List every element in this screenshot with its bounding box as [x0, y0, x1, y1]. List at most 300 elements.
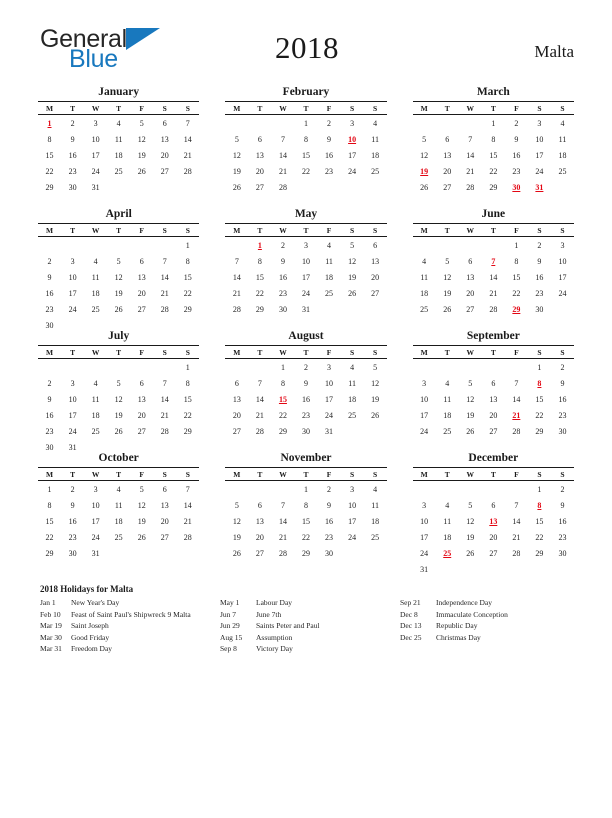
day-cell[interactable]: 23	[301, 410, 310, 420]
day-cell[interactable]: 24	[348, 532, 357, 542]
day-cell[interactable]: 23	[558, 532, 567, 542]
day-cell[interactable]: 17	[420, 410, 429, 420]
day-cell-holiday[interactable]: 25	[443, 548, 452, 558]
day-cell[interactable]: 24	[325, 410, 334, 420]
day-cell[interactable]: 6	[373, 240, 378, 250]
day-cell[interactable]: 7	[162, 256, 167, 266]
day-cell[interactable]: 22	[183, 288, 192, 298]
day-cell[interactable]: 11	[91, 272, 100, 282]
day-cell[interactable]: 1	[47, 484, 52, 494]
day-cell[interactable]: 14	[183, 500, 192, 510]
day-cell[interactable]: 23	[558, 410, 567, 420]
day-cell[interactable]: 9	[327, 500, 332, 510]
day-cell[interactable]: 19	[371, 394, 380, 404]
day-cell[interactable]: 26	[420, 182, 429, 192]
day-cell[interactable]: 13	[160, 500, 169, 510]
day-cell[interactable]: 5	[234, 500, 239, 510]
day-cell[interactable]: 24	[301, 288, 310, 298]
day-cell[interactable]: 12	[466, 516, 475, 526]
day-cell[interactable]: 21	[183, 150, 192, 160]
day-cell[interactable]: 19	[348, 272, 357, 282]
day-cell[interactable]: 4	[445, 500, 450, 510]
day-cell[interactable]: 20	[137, 288, 146, 298]
day-cell[interactable]: 10	[420, 394, 429, 404]
day-cell[interactable]: 11	[443, 516, 452, 526]
day-cell[interactable]: 25	[443, 426, 452, 436]
day-cell[interactable]: 3	[537, 118, 542, 128]
day-cell[interactable]: 15	[45, 516, 54, 526]
day-cell[interactable]: 8	[185, 378, 190, 388]
day-cell[interactable]: 29	[183, 304, 192, 314]
day-cell[interactable]: 27	[160, 532, 169, 542]
day-cell[interactable]: 6	[468, 256, 473, 266]
day-cell[interactable]: 11	[348, 378, 356, 388]
day-cell-holiday[interactable]: 8	[537, 378, 542, 388]
day-cell[interactable]: 24	[68, 304, 77, 314]
day-cell[interactable]: 7	[185, 118, 190, 128]
day-cell[interactable]: 20	[160, 150, 169, 160]
day-cell[interactable]: 26	[466, 426, 475, 436]
day-cell-holiday[interactable]: 15	[278, 394, 287, 404]
day-cell[interactable]: 6	[234, 378, 239, 388]
day-cell[interactable]: 17	[68, 288, 77, 298]
day-cell[interactable]: 19	[137, 150, 146, 160]
day-cell[interactable]: 28	[232, 304, 241, 314]
day-cell[interactable]: 25	[371, 166, 380, 176]
day-cell[interactable]: 13	[137, 272, 146, 282]
day-cell[interactable]: 14	[160, 272, 169, 282]
day-cell[interactable]: 18	[443, 532, 452, 542]
day-cell[interactable]: 20	[232, 410, 241, 420]
day-cell[interactable]: 20	[443, 166, 452, 176]
day-cell[interactable]: 14	[232, 272, 241, 282]
day-cell[interactable]: 28	[278, 182, 287, 192]
day-cell[interactable]: 3	[350, 484, 355, 494]
day-cell[interactable]: 29	[45, 548, 54, 558]
day-cell[interactable]: 3	[350, 118, 355, 128]
day-cell[interactable]: 18	[91, 288, 100, 298]
day-cell[interactable]: 17	[91, 516, 100, 526]
day-cell[interactable]: 15	[301, 150, 310, 160]
day-cell[interactable]: 22	[183, 410, 192, 420]
day-cell[interactable]: 13	[371, 256, 380, 266]
day-cell[interactable]: 24	[348, 166, 357, 176]
day-cell[interactable]: 7	[185, 484, 190, 494]
day-cell[interactable]: 26	[232, 182, 241, 192]
day-cell-holiday[interactable]: 10	[348, 134, 357, 144]
day-cell[interactable]: 25	[371, 532, 380, 542]
day-cell[interactable]: 7	[257, 378, 262, 388]
day-cell[interactable]: 22	[512, 288, 521, 298]
day-cell[interactable]: 30	[68, 548, 77, 558]
day-cell[interactable]: 16	[558, 516, 567, 526]
day-cell[interactable]: 8	[303, 134, 308, 144]
day-cell[interactable]: 10	[325, 378, 334, 388]
day-cell[interactable]: 8	[514, 256, 519, 266]
day-cell[interactable]: 18	[443, 410, 452, 420]
day-cell[interactable]: 3	[93, 484, 98, 494]
day-cell[interactable]: 31	[420, 564, 429, 574]
day-cell[interactable]: 5	[373, 362, 378, 372]
day-cell[interactable]: 12	[466, 394, 475, 404]
day-cell[interactable]: 29	[535, 548, 544, 558]
day-cell[interactable]: 7	[514, 500, 519, 510]
day-cell[interactable]: 21	[255, 410, 264, 420]
day-cell[interactable]: 6	[139, 378, 144, 388]
day-cell[interactable]: 10	[68, 394, 77, 404]
day-cell[interactable]: 5	[350, 240, 355, 250]
day-cell[interactable]: 11	[114, 500, 123, 510]
day-cell[interactable]: 28	[255, 426, 264, 436]
day-cell[interactable]: 5	[445, 256, 450, 266]
day-cell[interactable]: 9	[537, 256, 542, 266]
day-cell[interactable]: 28	[183, 166, 192, 176]
day-cell[interactable]: 13	[466, 272, 475, 282]
day-cell[interactable]: 10	[68, 272, 77, 282]
day-cell[interactable]: 16	[512, 150, 521, 160]
day-cell[interactable]: 24	[535, 166, 544, 176]
day-cell[interactable]: 21	[183, 516, 192, 526]
day-cell[interactable]: 21	[466, 166, 475, 176]
day-cell[interactable]: 1	[491, 118, 496, 128]
day-cell[interactable]: 10	[558, 256, 567, 266]
day-cell[interactable]: 21	[160, 410, 169, 420]
day-cell-holiday[interactable]: 1	[47, 118, 52, 128]
day-cell[interactable]: 16	[45, 288, 54, 298]
day-cell[interactable]: 24	[558, 288, 567, 298]
day-cell[interactable]: 15	[45, 150, 54, 160]
day-cell[interactable]: 4	[93, 256, 98, 266]
day-cell[interactable]: 30	[558, 548, 567, 558]
day-cell[interactable]: 19	[466, 532, 475, 542]
day-cell[interactable]: 3	[327, 362, 332, 372]
day-cell[interactable]: 1	[185, 362, 190, 372]
day-cell[interactable]: 13	[137, 394, 146, 404]
day-cell[interactable]: 10	[420, 516, 429, 526]
day-cell[interactable]: 3	[422, 500, 427, 510]
day-cell-holiday[interactable]: 21	[512, 410, 521, 420]
day-cell[interactable]: 1	[537, 362, 542, 372]
day-cell[interactable]: 9	[327, 134, 332, 144]
day-cell[interactable]: 25	[420, 304, 429, 314]
day-cell[interactable]: 11	[371, 134, 379, 144]
day-cell[interactable]: 1	[537, 484, 542, 494]
day-cell[interactable]: 16	[301, 394, 310, 404]
day-cell[interactable]: 6	[257, 134, 262, 144]
day-cell[interactable]: 7	[280, 134, 285, 144]
day-cell[interactable]: 2	[560, 362, 565, 372]
day-cell[interactable]: 11	[114, 134, 123, 144]
day-cell[interactable]: 6	[162, 484, 167, 494]
day-cell[interactable]: 17	[535, 150, 544, 160]
day-cell[interactable]: 24	[420, 548, 429, 558]
day-cell[interactable]: 20	[466, 288, 475, 298]
day-cell[interactable]: 17	[91, 150, 100, 160]
day-cell[interactable]: 27	[489, 548, 498, 558]
day-cell[interactable]: 16	[68, 516, 77, 526]
day-cell[interactable]: 28	[512, 426, 521, 436]
day-cell[interactable]: 31	[325, 426, 334, 436]
day-cell[interactable]: 9	[70, 500, 75, 510]
day-cell[interactable]: 30	[45, 442, 54, 452]
day-cell[interactable]: 27	[255, 182, 264, 192]
day-cell[interactable]: 5	[468, 500, 473, 510]
day-cell[interactable]: 2	[537, 240, 542, 250]
day-cell[interactable]: 14	[512, 394, 521, 404]
day-cell[interactable]: 28	[278, 548, 287, 558]
day-cell[interactable]: 13	[255, 516, 264, 526]
day-cell[interactable]: 29	[301, 548, 310, 558]
day-cell[interactable]: 19	[137, 516, 146, 526]
day-cell[interactable]: 23	[68, 532, 77, 542]
day-cell[interactable]: 18	[558, 150, 567, 160]
day-cell[interactable]: 14	[255, 394, 264, 404]
day-cell[interactable]: 8	[185, 256, 190, 266]
day-cell[interactable]: 30	[68, 182, 77, 192]
day-cell[interactable]: 4	[116, 118, 121, 128]
day-cell[interactable]: 28	[160, 426, 169, 436]
day-cell-holiday[interactable]: 8	[537, 500, 542, 510]
day-cell[interactable]: 9	[47, 394, 52, 404]
day-cell[interactable]: 5	[422, 134, 427, 144]
day-cell[interactable]: 24	[91, 532, 100, 542]
day-cell[interactable]: 27	[255, 548, 264, 558]
day-cell[interactable]: 14	[489, 272, 498, 282]
day-cell[interactable]: 2	[560, 484, 565, 494]
day-cell[interactable]: 30	[325, 548, 334, 558]
day-cell[interactable]: 12	[114, 394, 123, 404]
day-cell[interactable]: 2	[327, 118, 332, 128]
day-cell[interactable]: 10	[301, 256, 310, 266]
day-cell[interactable]: 18	[348, 394, 357, 404]
day-cell[interactable]: 22	[45, 532, 54, 542]
day-cell[interactable]: 10	[91, 500, 100, 510]
day-cell[interactable]: 18	[114, 516, 123, 526]
day-cell[interactable]: 31	[68, 442, 77, 452]
day-cell[interactable]: 2	[303, 362, 308, 372]
day-cell[interactable]: 5	[116, 256, 121, 266]
day-cell[interactable]: 2	[70, 118, 75, 128]
day-cell[interactable]: 18	[114, 150, 123, 160]
day-cell[interactable]: 27	[160, 166, 169, 176]
day-cell[interactable]: 8	[303, 500, 308, 510]
day-cell[interactable]: 18	[325, 272, 334, 282]
day-cell[interactable]: 5	[139, 118, 144, 128]
day-cell[interactable]: 28	[466, 182, 475, 192]
day-cell[interactable]: 22	[45, 166, 54, 176]
day-cell[interactable]: 22	[535, 410, 544, 420]
day-cell[interactable]: 2	[70, 484, 75, 494]
day-cell[interactable]: 24	[420, 426, 429, 436]
day-cell[interactable]: 11	[371, 500, 379, 510]
day-cell[interactable]: 25	[91, 426, 100, 436]
day-cell[interactable]: 12	[371, 378, 380, 388]
day-cell[interactable]: 4	[445, 378, 450, 388]
day-cell[interactable]: 16	[45, 410, 54, 420]
day-cell[interactable]: 13	[489, 394, 498, 404]
day-cell[interactable]: 13	[160, 134, 169, 144]
day-cell[interactable]: 18	[371, 516, 380, 526]
day-cell[interactable]: 18	[91, 410, 100, 420]
day-cell[interactable]: 20	[255, 532, 264, 542]
day-cell[interactable]: 18	[420, 288, 429, 298]
day-cell[interactable]: 27	[466, 304, 475, 314]
day-cell-holiday[interactable]: 7	[491, 256, 496, 266]
day-cell[interactable]: 11	[91, 394, 100, 404]
day-cell[interactable]: 19	[232, 532, 241, 542]
day-cell[interactable]: 12	[348, 256, 357, 266]
day-cell[interactable]: 28	[512, 548, 521, 558]
day-cell[interactable]: 26	[348, 288, 357, 298]
day-cell[interactable]: 27	[232, 426, 241, 436]
day-cell[interactable]: 2	[327, 484, 332, 494]
day-cell[interactable]: 3	[560, 240, 565, 250]
day-cell[interactable]: 1	[303, 484, 308, 494]
day-cell[interactable]: 16	[278, 272, 287, 282]
day-cell[interactable]: 11	[420, 272, 429, 282]
day-cell[interactable]: 15	[183, 394, 192, 404]
day-cell[interactable]: 1	[280, 362, 285, 372]
day-cell[interactable]: 4	[373, 118, 378, 128]
day-cell[interactable]: 4	[422, 256, 427, 266]
day-cell[interactable]: 27	[137, 304, 146, 314]
day-cell[interactable]: 20	[489, 410, 498, 420]
day-cell[interactable]: 25	[348, 410, 357, 420]
day-cell[interactable]: 14	[183, 134, 192, 144]
day-cell-holiday[interactable]: 1	[257, 240, 262, 250]
day-cell[interactable]: 29	[255, 304, 264, 314]
day-cell[interactable]: 15	[489, 150, 498, 160]
day-cell[interactable]: 29	[489, 182, 498, 192]
day-cell[interactable]: 30	[535, 304, 544, 314]
day-cell[interactable]: 21	[160, 288, 169, 298]
day-cell[interactable]: 23	[278, 288, 287, 298]
day-cell[interactable]: 6	[491, 500, 496, 510]
day-cell[interactable]: 30	[278, 304, 287, 314]
day-cell[interactable]: 2	[280, 240, 285, 250]
day-cell[interactable]: 29	[535, 426, 544, 436]
day-cell[interactable]: 12	[137, 500, 146, 510]
day-cell[interactable]: 23	[535, 288, 544, 298]
day-cell[interactable]: 4	[350, 362, 355, 372]
day-cell[interactable]: 17	[558, 272, 567, 282]
day-cell[interactable]: 26	[466, 548, 475, 558]
day-cell[interactable]: 7	[468, 134, 473, 144]
day-cell[interactable]: 27	[489, 426, 498, 436]
day-cell[interactable]: 19	[466, 410, 475, 420]
day-cell[interactable]: 26	[137, 532, 146, 542]
day-cell[interactable]: 12	[114, 272, 123, 282]
day-cell[interactable]: 12	[232, 516, 241, 526]
day-cell[interactable]: 28	[183, 532, 192, 542]
day-cell[interactable]: 27	[137, 426, 146, 436]
day-cell[interactable]: 4	[93, 378, 98, 388]
day-cell[interactable]: 23	[325, 166, 334, 176]
day-cell[interactable]: 25	[558, 166, 567, 176]
day-cell[interactable]: 9	[514, 134, 519, 144]
day-cell[interactable]: 5	[234, 134, 239, 144]
day-cell[interactable]: 14	[466, 150, 475, 160]
day-cell[interactable]: 20	[371, 272, 380, 282]
day-cell[interactable]: 17	[348, 516, 357, 526]
day-cell[interactable]: 9	[560, 500, 565, 510]
day-cell[interactable]: 9	[70, 134, 75, 144]
day-cell[interactable]: 22	[255, 288, 264, 298]
day-cell[interactable]: 25	[325, 288, 334, 298]
day-cell[interactable]: 31	[301, 304, 310, 314]
day-cell[interactable]: 23	[68, 166, 77, 176]
day-cell[interactable]: 7	[162, 378, 167, 388]
day-cell[interactable]: 24	[68, 426, 77, 436]
day-cell[interactable]: 23	[45, 426, 54, 436]
day-cell[interactable]: 3	[70, 256, 75, 266]
day-cell[interactable]: 1	[185, 240, 190, 250]
day-cell[interactable]: 6	[491, 378, 496, 388]
day-cell[interactable]: 25	[114, 166, 123, 176]
day-cell-holiday[interactable]: 19	[420, 166, 429, 176]
day-cell[interactable]: 26	[114, 304, 123, 314]
day-cell[interactable]: 7	[234, 256, 239, 266]
day-cell-holiday[interactable]: 31	[535, 182, 544, 192]
day-cell[interactable]: 17	[348, 150, 357, 160]
day-cell[interactable]: 8	[280, 378, 285, 388]
day-cell[interactable]: 8	[47, 500, 52, 510]
day-cell[interactable]: 21	[278, 166, 287, 176]
day-cell[interactable]: 1	[303, 118, 308, 128]
day-cell[interactable]: 19	[114, 410, 123, 420]
day-cell[interactable]: 6	[139, 256, 144, 266]
day-cell[interactable]: 29	[183, 426, 192, 436]
day-cell[interactable]: 10	[535, 134, 544, 144]
day-cell[interactable]: 21	[232, 288, 241, 298]
day-cell-holiday[interactable]: 30	[512, 182, 521, 192]
day-cell[interactable]: 5	[139, 484, 144, 494]
day-cell[interactable]: 20	[137, 410, 146, 420]
day-cell[interactable]: 20	[255, 166, 264, 176]
day-cell[interactable]: 26	[443, 304, 452, 314]
day-cell[interactable]: 11	[325, 256, 333, 266]
day-cell[interactable]: 13	[232, 394, 241, 404]
day-cell[interactable]: 2	[47, 256, 52, 266]
day-cell[interactable]: 15	[535, 516, 544, 526]
day-cell[interactable]: 26	[137, 166, 146, 176]
day-cell[interactable]: 29	[278, 426, 287, 436]
day-cell[interactable]: 22	[535, 532, 544, 542]
day-cell[interactable]: 26	[371, 410, 380, 420]
day-cell[interactable]: 9	[560, 378, 565, 388]
day-cell[interactable]: 11	[558, 134, 567, 144]
day-cell[interactable]: 31	[91, 548, 100, 558]
day-cell[interactable]: 31	[91, 182, 100, 192]
day-cell[interactable]: 5	[468, 378, 473, 388]
day-cell[interactable]: 4	[327, 240, 332, 250]
day-cell[interactable]: 18	[371, 150, 380, 160]
day-cell[interactable]: 2	[514, 118, 519, 128]
day-cell[interactable]: 23	[512, 166, 521, 176]
day-cell[interactable]: 26	[232, 548, 241, 558]
day-cell[interactable]: 9	[280, 256, 285, 266]
day-cell[interactable]: 13	[443, 150, 452, 160]
day-cell[interactable]: 30	[558, 426, 567, 436]
day-cell[interactable]: 4	[116, 484, 121, 494]
day-cell[interactable]: 7	[280, 500, 285, 510]
day-cell-holiday[interactable]: 13	[489, 516, 498, 526]
day-cell[interactable]: 17	[68, 410, 77, 420]
day-cell[interactable]: 22	[301, 166, 310, 176]
day-cell[interactable]: 6	[162, 118, 167, 128]
day-cell[interactable]: 27	[371, 288, 380, 298]
day-cell[interactable]: 8	[47, 134, 52, 144]
